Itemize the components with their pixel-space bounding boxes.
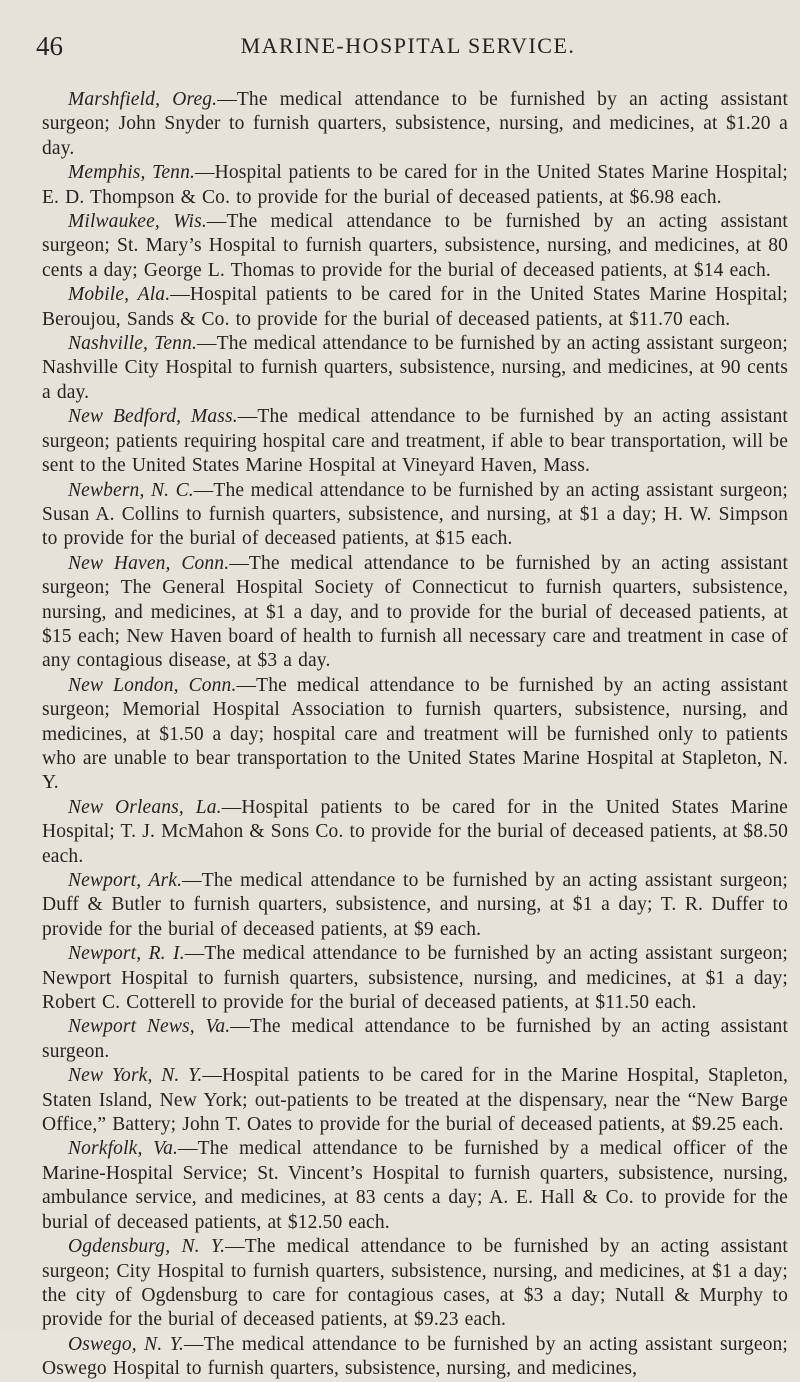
entry-text: —The medical attendance to be furnished by an acting assistant surgeon. (42, 1016, 789, 1062)
place-name: Mobile, Ala. (68, 284, 171, 306)
entry-mobile (42, 283, 788, 332)
entry-text: —The medical attendance to be furnished by an acting assistant surgeon; Susan A. Collins to furnish quarters, subsistence, and nursing, at $1 a day; H. W. Simpson to provide for the burial of deceased patients, at $15 each. (42, 479, 788, 550)
entry-text: —The medical attendance to be furnished by an acting assistant surgeon; Newport Hospital to furnish quarters, subsistence, nursing, and medicines, at $1 a day; Robert C. Cotterell to provide for the burial of deceased patients, at $11.50 each. (42, 943, 788, 1014)
entry-memphis (42, 161, 788, 210)
entry-text: —The medical attendance to be furnished by an acting assistant surgeon; John Snyder to furnish quarters, subsistence, nursing, and medicines, at $1.20 a day. (42, 89, 789, 159)
place-name: New London, Conn. (68, 674, 237, 696)
place-name: New York, N. Y. (68, 1065, 203, 1087)
place-name: Marshfield, Oreg. (68, 89, 218, 110)
entry-text: —Hospital patients to be cared for in the United States Marine Hospital; Beroujou, Sands & Co. to provide for the burial of deceased patients, at $11.70 each. (42, 284, 788, 330)
entry-marshfield (42, 88, 788, 161)
place-name: Milwaukee, Wis. (68, 211, 207, 233)
place-name: Newport News, Va. (68, 1016, 231, 1038)
entry-text: —The medical attendance to be furnished by an acting assistant surgeon; The General Hospital Society of Connecticut to furnish quarters, subsistence, nursing, and medicines, at $1 a day, and to provide for the burial of deceased patients, at $15 each; New Haven board of health to furnish all necessary care and treatment in case of any contagious disease, at $3 a day. (42, 552, 789, 672)
entry-norfolk (42, 1137, 788, 1235)
body-text (42, 88, 788, 1382)
place-name: Memphis, Tenn. (68, 162, 196, 184)
place-name: Newport, Ark. (68, 870, 183, 891)
entry-newbern (42, 479, 788, 552)
entry-text: —The medical attendance to be furnished by an acting assistant surgeon; Memorial Hospital Association to furnish quarters, subsistence, nursing, and medicines, at $1.50 a day; hospital care and treatment will be furnished only to patients who are unable to bear transportation to the United States Marine Hospital at Stapleton, N. Y. (42, 674, 788, 794)
place-name: Nashville, Tenn. (68, 333, 197, 355)
entry-newport-ri (42, 942, 788, 1015)
entry-text: —The medical attendance to be furnished by an acting assistant surgeon; Oswego Hospital to furnish quarters, subsistence, nursing, and medicines, (42, 1333, 789, 1380)
entry-new-london (42, 674, 788, 796)
entry-new-haven (42, 552, 788, 674)
entry-text: —The medical attendance to be furnished by an acting assistant surgeon; Duff & Butler to furnish quarters, subsistence, and nursing, at $1 a day; T. R. Duffer to provide for the burial of deceased patients, at $9 each. (42, 870, 788, 940)
place-name: Norkfolk, Va. (68, 1138, 179, 1160)
place-name: Newbern, N. C. (68, 479, 194, 501)
entry-text: —Hospital patients to be cared for in the United States Marine Hospital; T. J. McMahon & Sons Co. to provide for the burial of deceased patients, at $8.50 each. (42, 796, 788, 867)
entry-oswego (42, 1333, 788, 1382)
place-name: Oswego, N. Y. (68, 1333, 185, 1355)
running-head: MARINE-HOSPITAL SERVICE. (240, 33, 576, 58)
entry-nashville (42, 332, 788, 405)
entry-text: —The medical attendance to be furnished by a medical officer of the Marine-Hospital Service; St. Vincent’s Hospital to furnish quarters, subsistence, nursing, ambulance service, and medicines, at 83 cents a day; A. E. Hall & Co. to provide for the burial of deceased patients, at $12.50 each. (42, 1138, 788, 1233)
entry-newport-ark (42, 869, 788, 942)
entry-ogdensburg (42, 1235, 788, 1333)
place-name: Newport, R. I. (68, 943, 185, 965)
page-header (36, 30, 780, 62)
entry-text: —The medical attendance to be furnished by an acting assistant surgeon; Nashville City Hospital to furnish quarters, subsistence, nursing, and medicines, at 90 cents a day. (42, 333, 788, 403)
entry-text: —Hospital patients to be cared for in the United States Marine Hospital; E. D. Thompson & Co. to provide for the burial of deceased patients, at $6.98 each. (42, 162, 788, 208)
entry-newport-news (42, 1015, 788, 1064)
place-name: New Bedford, Mass. (68, 406, 238, 428)
entry-text: —The medical attendance to be furnished by an acting assistant surgeon; St. Mary’s Hospital to furnish quarters, subsistence, nursing, and medicines, at 80 cents a day; George L. Thomas to provide for the burial of deceased patients, at $14 each. (42, 211, 789, 281)
entry-new-bedford (42, 405, 788, 478)
place-name: Ogdensburg, N. Y. (68, 1236, 226, 1258)
entry-text: —The medical attendance to be furnished by an acting assistant surgeon; patients requiring hospital care and treatment, if able to bear transportation, will be sent to the United States Marine Hospital at Vineyard Haven, Mass. (42, 406, 788, 477)
entry-new-york (42, 1064, 788, 1137)
place-name: New Haven, Conn. (68, 552, 230, 574)
entry-new-orleans (42, 796, 788, 869)
entry-milwaukee (42, 210, 788, 283)
entry-text: —Hospital patients to be cared for in the Marine Hospital, Stapleton, Staten Island, New York; out-patients to be treated at the dispensary, near the “New Barge Office,” Battery; John T. Oates to provide for the burial of deceased patients, at $9.25 each. (42, 1065, 788, 1136)
entry-text: —The medical attendance to be furnished by an acting assistant surgeon; City Hospital to furnish quarters, subsistence, nursing, and medicines, at $1 a day; the city of Ogdensburg to care for contagious cases, at $3 a day; Nutall & Murphy to provide for the burial of deceased patients, at $9.23 each. (42, 1236, 789, 1331)
page-number: 46 (36, 31, 63, 61)
place-name: New Orleans, La. (68, 796, 222, 818)
